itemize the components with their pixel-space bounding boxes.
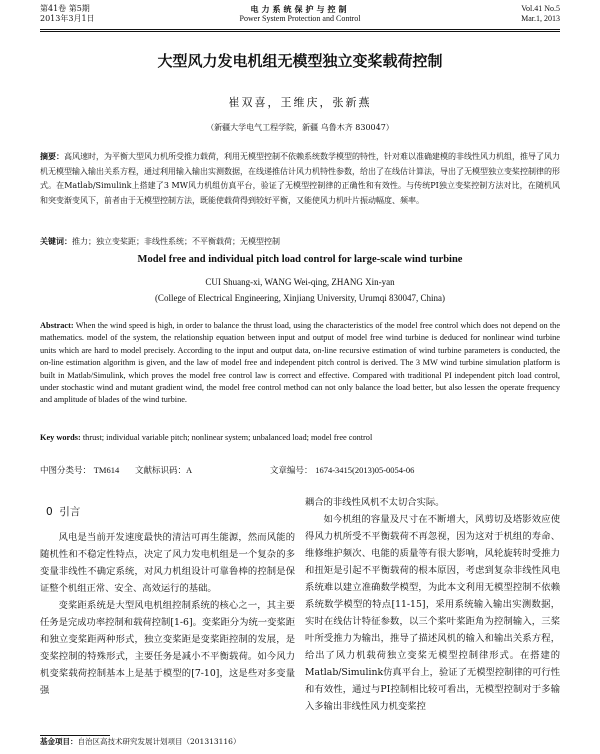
authors-en: CUI Shuang-xi, WANG Wei-qing, ZHANG Xin-yan (205, 277, 395, 287)
journal-name-en: Power System Protection and Control (239, 14, 361, 23)
body-column-left (40, 494, 295, 699)
volume-issue-en: Vol.41 No.5 (521, 4, 560, 13)
footnote-rule (40, 735, 110, 736)
paragraph: 变桨距系统是大型风电机组控制系统的核心之一，其主要任务是完成功率控制和载荷控制[1-6]。变桨距分为统一变桨距和独立变桨距两种形式，独立变桨距是变桨距控制的发展，是变桨控制的特殊形式，主要任务是减小不平衡载荷。如今风力机变桨载荷控制基本上是基于模型的[7-10]，这是些对多变量强 (40, 600, 295, 696)
clc-number: 中图分类号： TM614 (40, 465, 120, 476)
keywords-cn-text: 推力；独立变桨距；非线性系统；不平衡载荷；无模型控制 (72, 237, 280, 246)
affiliation-cn: （新疆大学电气工程学院，新疆 乌鲁木齐 830047） (206, 123, 394, 132)
document-code: 文献标识码：A (135, 465, 193, 476)
section-title: 引言 (59, 506, 81, 518)
section-number: 0 (46, 506, 53, 518)
paragraph: 如今机组的容量及尺寸在不断增大，风剪切及塔影效应使得风力机所受不平衡载荷不再忽视，因为这对于机组的寿命、维修维护频次、电能的质量等有很大影响，风轮旋转时受推力和扭矩是引起不平衡载荷的根本原因，考虑到复杂非线性风电系统难以建立准确数学模型，为此本文利用无模型控制不依赖系统数学模型的特点[11-15]，采用系统输入输出实测数据，实时在线估计特征参数，以三个桨叶桨距角为控制输入，三桨叶所受推力为输出，推导了描述风机的输入和输出关系方程，给出了风力机载荷独立变桨无模型控制律形式。在搭建的Matlab/Simulink仿真平台上，验证了无模型控制律的可行性和有效性，通过与PI控制相比较可看出，无模型控制对于多输入多输出非线性风力机变桨控 (305, 514, 560, 712)
journal-name (0, 4, 600, 24)
keywords-cn-label: 关键词： (40, 237, 72, 246)
journal-volume-info-en (521, 4, 560, 24)
abstract-en-text: When the wind speed is high, in order to balance the thrust load, using the characteristics of the model free control which does not depend on the mathematics. model of the system, the relationship equation between input and output of model free wind turbine is deduced for nonlinear wind turbine units which are hard to model precisely. According to the input and output data, on-line recursive estimation of wind turbine parameters is conducted, the on-line estimation algorithm is given, and the law of model free and independent pitch control is derived. The 3 MW wind turbine simulation platform is built in Matlab/Simulink, which proves the model free control law is correct and effective. Compared with traditional PI independent pitch load control, under stochastic wind and mutant gradient wind, the model free control method can not only balance the load better, but also lessen the operate frequency and amplitude of blades of the wind turbine. (40, 321, 561, 405)
body-column-right (305, 494, 560, 715)
abstract-cn-text: 高风速时，为平衡大型风力机所受推力载荷，利用无模型控制不依赖系统数学模型的特性，针对难以准确建模的非线性风力机组，推导了风力机无模型输入输出关系方程，通过利用输入输出实测数据，在线递推估计风力机特性参数，给出了在线估计算法，导出了无模型独立变桨控制律的形式。在Matlab/Simulink上搭建了3 MW风力机组仿真平台，验证了无模型控制律的正确性和有效性。与传统PI独立变桨控制方法对比，在随机风和突变渐变风下，前者由于无模型控制方法，既能使载荷得到较好平衡，又能使风力机叶片振动幅度、频率。 (40, 152, 560, 205)
keywords-en-label: Key words: (40, 433, 81, 442)
keywords-en-text: thrust; individual variable pitch; nonlinear system; unbalanced load; model free control (82, 433, 373, 442)
footnote-label: 基金项目： (40, 737, 78, 746)
keywords-cn (40, 236, 560, 248)
abstract-en-label: Abstract: (40, 321, 74, 330)
paper-title-cn: 大型风力发电机组无模型独立变桨载荷控制 (157, 52, 443, 70)
paper-title-en: Model free and individual pitch load control for large-scale wind turbine (137, 254, 463, 265)
funding-footnote (40, 737, 295, 747)
issue-date: 2013年3月1日 (40, 14, 95, 23)
volume-issue: 第41卷 第5期 (40, 4, 90, 13)
abstract-cn-label: 摘要： (40, 152, 64, 161)
header-rule-top (40, 29, 560, 30)
issue-date-en: Mar.1, 2013 (521, 14, 560, 23)
abstract-en (40, 320, 560, 407)
journal-name-cn: 电力系统保护与控制 (250, 4, 350, 14)
paragraph: 风电是当前开发速度最快的清洁可再生能源，然而风能的随机性和不稳定性特点，决定了风力发电机组是一个复杂的多变量非线性不确定系统，对风力机组设计可靠鲁棒的控制是保证整个机组正常、安全、高效运行的基础。 (40, 532, 295, 594)
article-id: 文章编号： 1674-3415(2013)05-0054-06 (270, 465, 415, 476)
keywords-en (40, 432, 560, 444)
running-header (0, 2, 600, 30)
affiliation-en: (College of Electrical Engineering, Xinjiang University, Urumqi 830047, China) (154, 293, 446, 303)
abstract-cn (40, 150, 560, 208)
section-heading (46, 504, 295, 521)
authors-cn: 崔双喜，王维庆，张新燕 (228, 96, 372, 109)
footnote-text: 自治区高技术研究发展计划项目（201313116） (77, 737, 241, 746)
classification-line (40, 464, 560, 478)
paragraph-continued: 耦合的非线性风机不太切合实际。 (305, 497, 445, 508)
header-rule-bottom (40, 31, 560, 32)
